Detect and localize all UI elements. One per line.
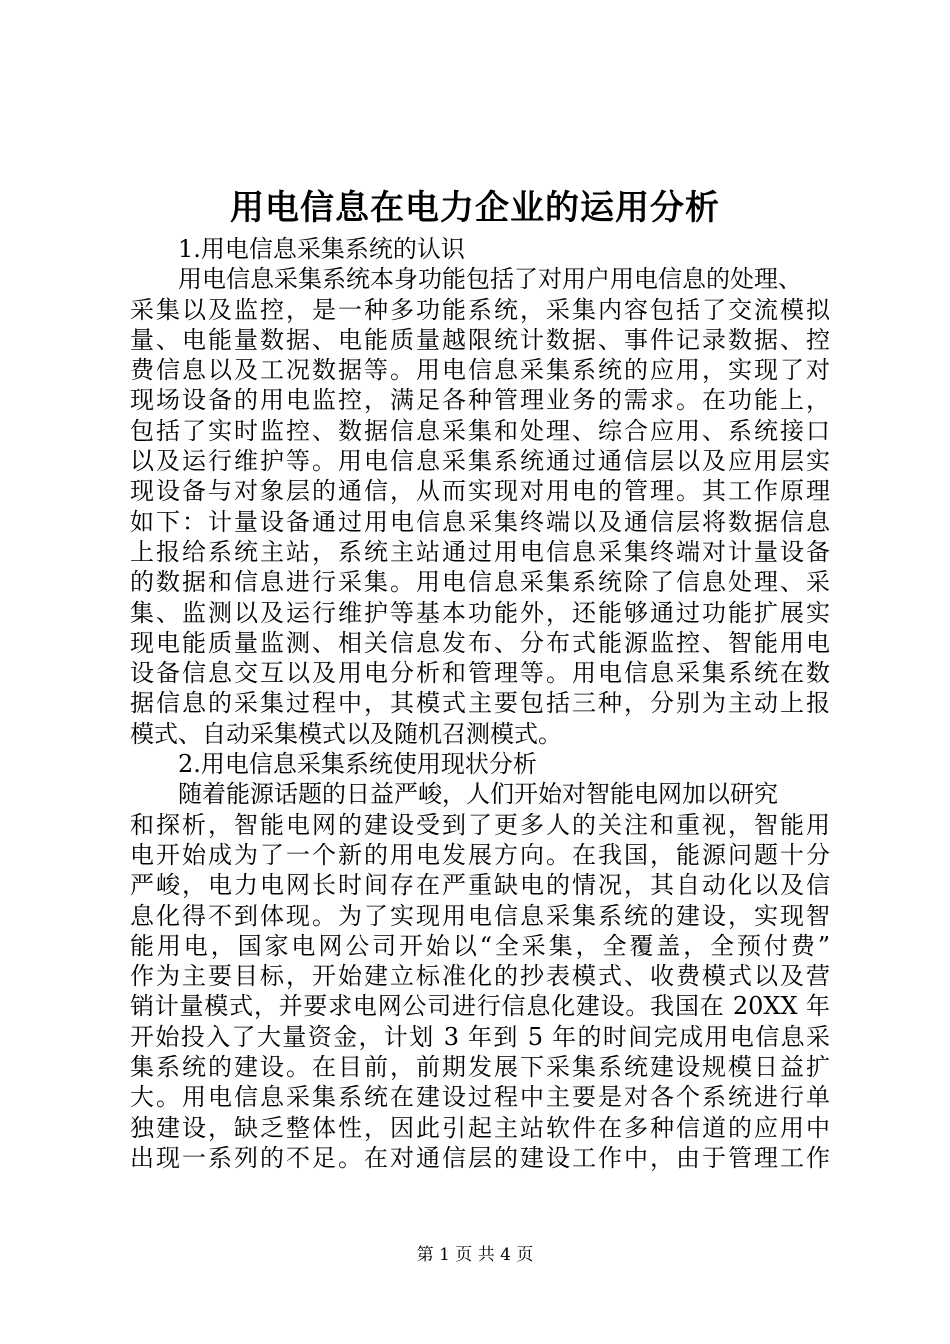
- text-line: 2.用电信息采集系统使用现状分析: [178, 750, 537, 779]
- text-line: 销计量模式，并要求电网公司进行信息化建设。我国在 20XX 年: [130, 992, 830, 1021]
- text-line: 作为主要目标，开始建立标准化的抄表模式、收费模式以及营: [130, 962, 830, 991]
- text-line: 的数据和信息进行采集。用电信息采集系统除了信息处理、采: [130, 568, 830, 597]
- text-line: 和探析，智能电网的建设受到了更多人的关注和重视，智能用: [130, 810, 830, 839]
- text-line: 随着能源话题的日益严峻，人们开始对智能电网加以研究: [178, 780, 778, 809]
- text-line: 现场设备的用电监控，满足各种管理业务的需求。在功能上，: [130, 386, 830, 415]
- text-line: 严峻，电力电网长时间存在严重缺电的情况，其自动化以及信: [130, 871, 830, 900]
- document-title: 用电信息在电力企业的运用分析: [230, 188, 720, 228]
- text-line: 1.用电信息采集系统的认识: [178, 235, 465, 263]
- text-line: 集、监测以及运行维护等基本功能外，还能够通过功能扩展实: [130, 598, 830, 627]
- text-line: 模式、自动采集模式以及随机召测模式。: [130, 719, 562, 748]
- text-line: 开始投入了大量资金，计划 3 年到 5 年的时间完成用电信息采: [130, 1022, 830, 1051]
- text-line: 设备信息交互以及用电分析和管理等。用电信息采集系统在数: [130, 659, 830, 688]
- text-line: 费信息以及工况数据等。用电信息采集系统的应用，实现了对: [130, 356, 830, 385]
- text-line: 以及运行维护等。用电信息采集系统通过通信层以及应用层实: [130, 447, 830, 476]
- text-line: 出现一系列的不足。在对通信层的建设工作中，由于管理工作: [130, 1143, 830, 1172]
- text-line: 用电信息采集系统本身功能包括了对用户用电信息的处理、: [178, 265, 802, 294]
- text-line: 大。用电信息采集系统在建设过程中主要是对各个系统进行单: [130, 1083, 830, 1112]
- text-line: 据信息的采集过程中，其模式主要包括三种，分别为主动上报: [130, 689, 830, 718]
- text-line: 集系统的建设。在目前，前期发展下采集系统建设规模日益扩: [130, 1053, 830, 1082]
- text-line: 现电能质量监测、相关信息发布、分布式能源监控、智能用电: [130, 628, 830, 657]
- text-line: 量、电能量数据、电能质量越限统计数据、事件记录数据、控: [130, 325, 830, 354]
- text-line: 电开始成为了一个新的用电发展方向。在我国，能源问题十分: [130, 840, 830, 869]
- text-line: 如下：计量设备通过用电信息采集终端以及通信层将数据信息: [130, 507, 830, 536]
- text-line: 包括了实时监控、数据信息采集和处理、综合应用、系统接口: [130, 416, 830, 445]
- text-line: 现设备与对象层的通信，从而实现对用电的管理。其工作原理: [130, 477, 830, 506]
- text-line: 息化得不到体现。为了实现用电信息采集系统的建设，实现智: [130, 901, 830, 930]
- text-line: 独建设，缺乏整体性，因此引起主站软件在多种信道的应用中: [130, 1113, 830, 1142]
- text-line: 上报给系统主站，系统主站通过用电信息采集终端对计量设备: [130, 537, 830, 566]
- page-footer: 第 1 页 共 4 页: [416, 1245, 534, 1265]
- text-line: 能用电，国家电网公司开始以“全采集，全覆盖，全预付费”: [130, 931, 830, 960]
- text-line: 采集以及监控，是一种多功能系统，采集内容包括了交流模拟: [130, 295, 830, 324]
- document-body: [130, 234, 830, 1173]
